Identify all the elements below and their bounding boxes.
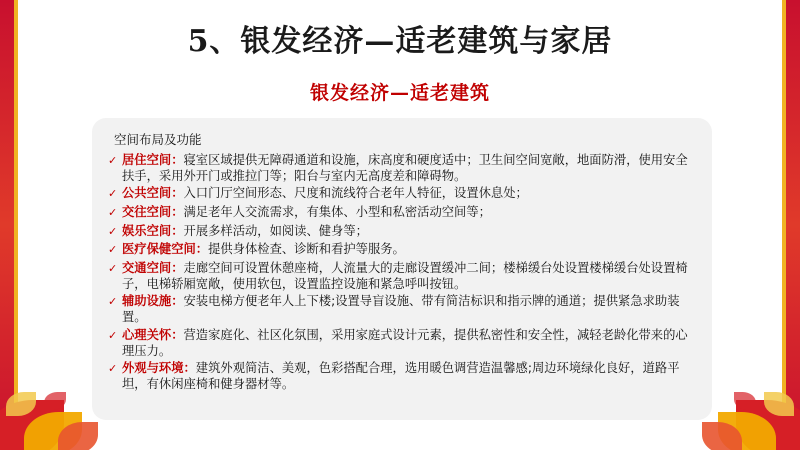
check-icon: ✓ [108,362,118,376]
list-item [108,360,696,392]
list-item-desc: 开展多样活动，如阅读、健身等； [183,223,368,238]
list-item-body [122,152,696,184]
check-icon: ✓ [108,295,118,309]
list-item [108,152,696,184]
check-icon: ✓ [108,261,118,275]
list-item [108,185,696,203]
check-icon: ✓ [108,187,118,201]
list-item-body [122,260,696,292]
list-item [108,293,696,325]
list-item-desc: 建筑外观简洁、美观，色彩搭配合理，选用暖色调营造温馨感;周边环境绿化良好，道路平坦，有休闲座椅和健身器材等。 [122,361,680,392]
list-item-desc: 提供身体检查、诊断和看护等服务。 [208,242,405,257]
list-item-term: 公共空间： [122,186,184,201]
list-item-body [122,360,696,392]
list-item-term: 居住空间： [122,153,184,167]
list-item-term: 娱乐空间： [122,223,184,238]
list-item-term: 外观与环境： [122,361,196,376]
list-item-desc: 寝室区域提供无障碍通道和设施，床高度和硬度适中；卫生间空间宽敞，地面防滑，使用安全扶手，采用外开门或推拉门等；阳台与室内无高度差和障碍物。 [122,153,688,184]
check-icon: ✓ [108,224,118,238]
list-item [108,327,696,359]
list-item-term: 心理关怀： [122,327,184,342]
page-title: 5、银发经济—适老建筑与家居 [187,24,613,59]
list-item-term: 医疗保健空间： [122,242,209,257]
list-item-term: 辅助设施： [122,294,184,309]
page-subtitle: 银发经济—适老建筑 [309,82,490,104]
content-panel [92,118,712,420]
list-item [108,260,696,292]
list-item [108,204,696,222]
panel-heading: 空间布局及功能 [114,132,202,147]
list-item-desc: 营造家庭化、社区化氛围，采用家庭式设计元素，提供私密性和安全性，减轻老龄化带来的心理压力。 [122,327,688,358]
list-item-desc: 入口门厅空间形态、尺度和流线符合老年人特征，设置休息处； [183,186,528,201]
list-item-body [122,327,696,359]
list-item-body [122,185,696,201]
list-item-term: 交往空间： [122,205,184,220]
list-item-desc: 满足老年人交流需求，有集体、小型和私密活动空间等； [183,205,491,220]
check-icon: ✓ [108,206,118,220]
check-icon: ✓ [108,243,118,257]
list-item-body [122,204,696,220]
list-item-body [122,293,696,325]
list-item-desc: 安装电梯方便老年人上下楼;设置导盲设施、带有简洁标识和指示牌的通道；提供紧急求助装置。 [122,294,680,325]
list-item-term: 交通空间： [122,260,184,275]
list-item [108,223,696,241]
check-icon: ✓ [108,328,118,342]
list-item [108,241,696,259]
list-item-body [122,241,696,257]
check-icon: ✓ [108,154,118,167]
list-item-desc: 走廊空间可设置休憩座椅，人流量大的走廊设置缓冲二间；楼梯缓台处设置楼梯缓台处设置椅子，电梯轿厢宽敞，使用软包，设置监控设施和紧急呼叫按钮。 [122,260,688,292]
list-item-body [122,223,696,239]
